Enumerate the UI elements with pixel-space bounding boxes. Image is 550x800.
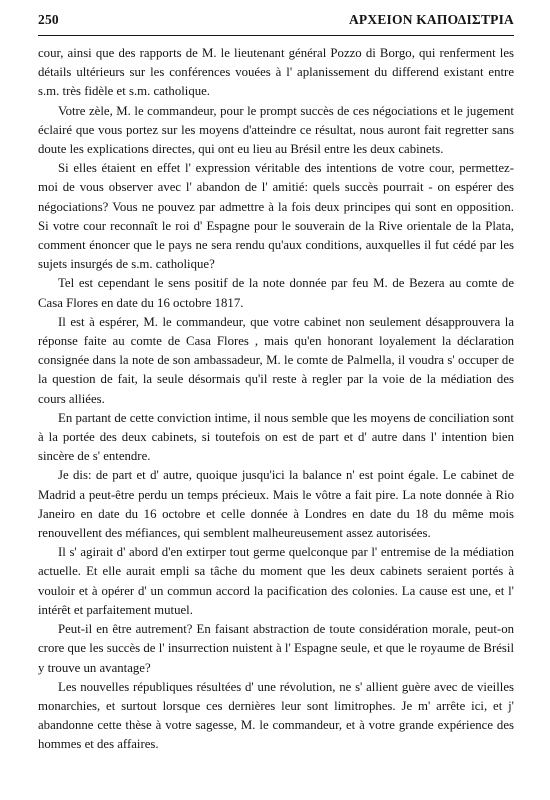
paragraph: Il est à espérer, M. le commandeur, que votre cabinet non seulement désapprouvera la réponse faite au comte de Casa Flores , mais qu'en honorant loyalement la déclaration consignée dans la note de son ambassadeur, M. le comte de Palmella, il voudra s' occuper de la question de fait, la seule désormais qu'il reste à regler par la voie de la médiation des cours alliées. bbox=[38, 314, 514, 406]
running-title: ΑΡΧΕΙΟΝ ΚΑΠΟΔΙΣΤΡΙΑ bbox=[348, 12, 514, 27]
header-rule bbox=[38, 35, 514, 36]
paragraph: Peut-il en être autrement? En faisant abstraction de toute considération morale, peut-on crore que les succès de l' insurrection nuistent à l' Espagne seule, et que le royaume de Brésil y trouve un avantage? bbox=[38, 622, 514, 675]
paragraph: Tel est cependant le sens positif de la note donnée par feu M. de Bezera au comte de Casa Flores en date du 16 octobre 1817. bbox=[38, 276, 514, 310]
paragraph: Les nouvelles républiques résultées d' une révolution, ne s' allient guère avec de vieilles monarchies, et surtout lorsque ces dernières leur sont limitrophes. Je m' arrête ici, et j' abandonne cette thèse à votre sagesse, M. le commandeur, et à votre grande expérience des hommes et des affaires. bbox=[38, 679, 514, 752]
paragraph: Si elles étaient en effet l' expression véritable des intentions de votre cour, permettez-moi de vous observer avec l' abandon de l' amitié: quels succès pourrait - on espérer des négociations? Vous ne pouvez par admettre à la fois deux principes qui sont en opposition. Si votre cour reconnaît le roi d' Espagne pour le souverain de la Rive orientale de la Plata, comment énoncer que le pays ne sera rendu qu'aux conditions, auxquelles il fut cédé par les sujets insurgés de s.m. catholique? bbox=[38, 161, 514, 272]
paragraph-continued: cour, ainsi que des rapports de M. le lieutenant général Pozzo di Borgo, qui renferment les détails ultérieurs sur les conférences vouées à l' aplanissement du differend existant entre s.m. très fidèle et s.m. catholique. bbox=[38, 46, 514, 99]
paragraph: Je dis: de part et d' autre, quoique jusqu'ici la balance n' est point égale. Le cabinet de Madrid a peut-être perdu un temps précieux. Mais le vôtre a fait pire. La note donnée à Rio Janeiro en date du 16 octobre et celle donnée à Londres en date du 18 du même mois renouvellent des méfiances, qui semblent malheureusement assez autorisées. bbox=[38, 468, 514, 541]
body-text bbox=[38, 44, 514, 755]
paragraph: Il s' agirait d' abord d'en extirper tout germe quelconque par l' entremise de la médiation actuelle. Et elle aurait empli sa tâche du moment que les deux cabinets seraient portés à vouloir et à opérer d' un commun accord la pacification des colonies. La cause est une, et l' intérêt et parfaitement mutuel. bbox=[38, 545, 514, 617]
running-header bbox=[38, 12, 514, 32]
paragraph: En partant de cette conviction intime, il nous semble que les moyens de conciliation sont à la portée des deux cabinets, si toutefois on est de part et d' autre dans l' intention bien sincère de s' entendre. bbox=[38, 410, 514, 464]
page-number: 250 bbox=[38, 12, 59, 27]
paragraph: Votre zèle, M. le commandeur, pour le prompt succès de ces négociations et le jugement éclairé que vous portez sur les moyens d'atteindre ce résultat, nous auront fait regretter sans doute les explications directes, qui ont eu lieu au Brésil entre les deux cabinets. bbox=[38, 103, 514, 157]
